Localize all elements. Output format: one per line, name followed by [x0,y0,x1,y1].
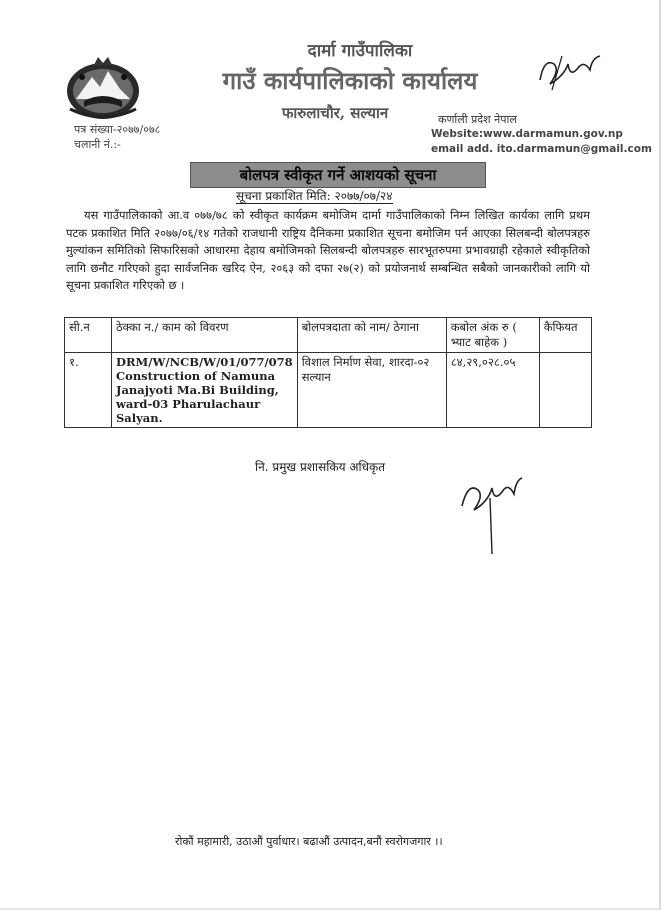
header-bidder: बोलपत्रदाता को नाम/ ठेगाना [297,318,446,353]
contract-number: DRM/W/NCB/W/01/077/078 [116,355,293,369]
office-location: फारुलाचौर, सल्यान [281,104,389,122]
table-row [65,353,592,428]
email-text: email add. ito.darmamun@gmail.com [431,143,652,155]
notice-title: बोलपत्र स्वीकृत गर्ने आशयको सूचना [190,162,486,188]
header-amount: कबोल अंक रु ( भ्याट बाहेक ) [446,318,539,353]
bid-table [64,317,592,428]
signature-bottom-icon [456,468,526,558]
cell-bidder: विशाल निर्माण सेवा, शारदा-०२ सल्यान [297,353,446,428]
website-text: Website:www.darmamun.gov.np [431,128,623,140]
header-description: ठेक्का न./ काम को विवरण [112,318,298,353]
nepal-emblem-icon [62,55,144,121]
office-title: गाउँ कार्यपालिकाको कार्यालय [222,66,478,95]
publication-date: सूचना प्रकाशित मिति: २०७७/०७/२४ [236,189,393,203]
signature-top-icon [534,50,604,96]
notice-body: यस गाउँपालिकाको आ.व ०७७/७८ को स्वीकृत कार्यक्रम बमोजिम दार्मा गाउँपालिकाको निम्न लिखित कार्यका लागि प्रथम पटक प्रकाशित मिति २०७७/०६/१४ गतेको राजधानी राष्ट्रिय दैनिकमा प्रकाशित सूचना बमोजिम पर्न आएका सिलबन्दी बोलपत्रहरु मुल्यांकन समितिको सिफारिसको आधारमा देहाय बमोजिमको सिलबन्दी बोलपत्रहरु सारभूतरुपमा प्रभावग्राही रहेकाले स्वीकृतिको लागि छनौट गरिएको हुदा सार्वजनिक खरिद ऐन, २०६३ को दफा २७(२) को प्रयोजनार्थ सम्बन्धित सबैको जानकारीको लागि यो सूचना प्रकाशित गरिएको छ । [66,208,590,292]
header-remarks: कैफियत [539,318,591,353]
work-description: Construction of Namuna Janajyoti Ma.Bi Building, ward-03 Pharulachaur Salyan. [116,369,279,425]
letter-number: पत्र संख्या-२०७७/०७८ [74,123,161,136]
signatory-title: नि. प्रमुख प्रशासकिय अधिकृत [255,460,386,474]
cell-description [112,353,298,428]
header-sn: सी.न [65,318,112,353]
cell-sn: १. [65,353,112,428]
cell-amount: ८४,२९,०२८.०५ [446,353,539,428]
cell-remarks [539,353,591,428]
table-header-row [65,318,592,353]
province-label: कर्णाली प्रदेश नेपाल [438,113,517,126]
footer-slogan: रोकौं महामारी, उठाऔं पुर्वाधार। बढाऔं उत्पादन,बनौं स्वरोगजगार ।। [175,835,443,848]
dispatch-number: चलानी नं.:- [74,138,121,151]
org-name: दार्मा गाउँपालिका [307,41,413,61]
